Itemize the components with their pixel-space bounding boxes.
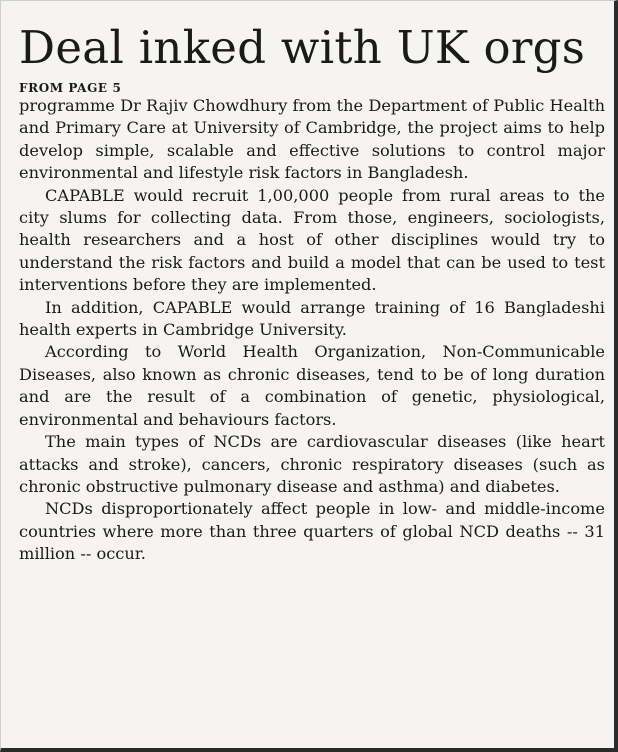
paragraph: programme Dr Rajiv Chowdhury from the Department of Public Health and Primary Care at University of Cambridge, the project aims to help develop simple, scalable and effective solutions to control major environmental and lifestyle risk factors in Bangladesh. (19, 96, 605, 183)
paragraph: CAPABLE would recruit 1,00,000 people from rural areas to the city slums for collecting data. From those, engineers, sociologists, health researchers and a host of other disciplines would try to understand the risk factors and build a model that can be used to test interventions before they are implemented. (19, 185, 605, 295)
paragraph: The main types of NCDs are cardiovascular diseases (like heart attacks and stroke), cancers, chronic respiratory diseases (such as chronic obstructive pulmonary disease and asthma) and diabetes. (19, 432, 605, 496)
article-body (19, 95, 605, 566)
continuation-label: FROM PAGE 5 (19, 81, 122, 95)
paragraph: In addition, CAPABLE would arrange training of 16 Bangladeshi health experts in Cambridge University. (19, 297, 605, 340)
headline: Deal inked with UK orgs (19, 21, 586, 74)
paragraph: According to World Health Organization, Non-Communicable Diseases, also known as chronic diseases, tend to be of long duration and are the result of a combination of genetic, physiological, environmental and behaviours factors. (19, 342, 605, 429)
paragraph: NCDs disproportionately affect people in low- and middle-income countries where more than three quarters of global NCD deaths -- 31 million -- occur. (19, 499, 605, 564)
